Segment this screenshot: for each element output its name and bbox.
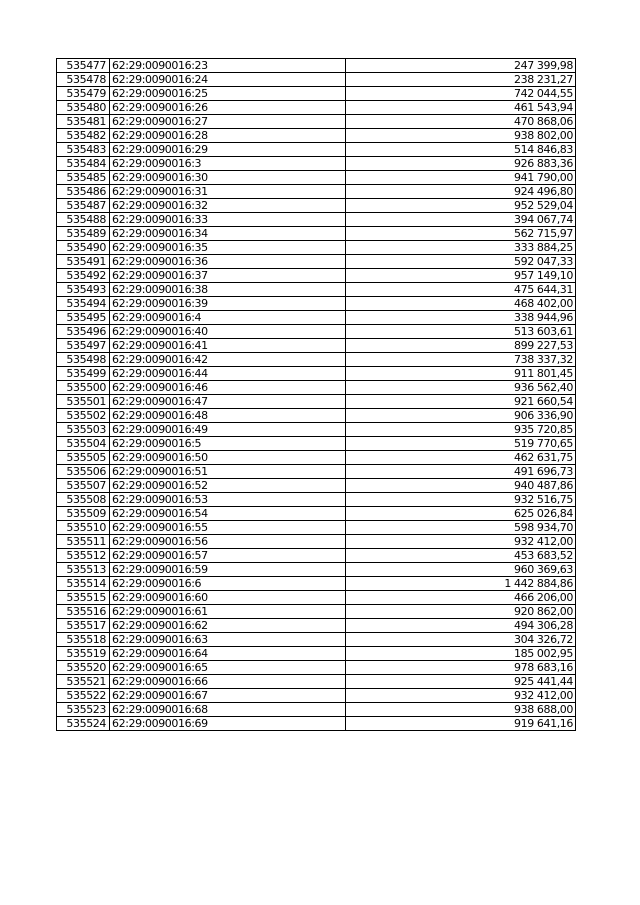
cadastral-number-cell: 62:29:0090016:47	[110, 395, 346, 409]
cadastral-number-cell: 62:29:0090016:53	[110, 493, 346, 507]
cadastral-value-cell: 932 412,00	[346, 689, 576, 703]
cadastral-value-cell: 238 231,27	[346, 73, 576, 87]
table-row	[57, 451, 576, 465]
row-number-cell: 535489	[57, 227, 110, 241]
cadastral-number-cell: 62:29:0090016:68	[110, 703, 346, 717]
cadastral-number-cell: 62:29:0090016:52	[110, 479, 346, 493]
table-row	[57, 143, 576, 157]
row-number-cell: 535509	[57, 507, 110, 521]
cadastral-number-cell: 62:29:0090016:35	[110, 241, 346, 255]
cadastral-value-cell: 491 696,73	[346, 465, 576, 479]
table-row	[57, 115, 576, 129]
row-number-cell: 535500	[57, 381, 110, 395]
table-row	[57, 507, 576, 521]
row-number-cell: 535482	[57, 129, 110, 143]
cadastral-number-cell: 62:29:0090016:40	[110, 325, 346, 339]
cadastral-number-cell: 62:29:0090016:6	[110, 577, 346, 591]
cadastral-value-cell: 932 412,00	[346, 535, 576, 549]
cadastral-value-cell: 453 683,52	[346, 549, 576, 563]
row-number-cell: 535488	[57, 213, 110, 227]
cadastral-value-cell: 738 337,32	[346, 353, 576, 367]
row-number-cell: 535498	[57, 353, 110, 367]
table-body	[57, 59, 576, 731]
cadastral-value-cell: 941 790,00	[346, 171, 576, 185]
cadastral-number-cell: 62:29:0090016:33	[110, 213, 346, 227]
cadastral-number-cell: 62:29:0090016:31	[110, 185, 346, 199]
cadastral-value-cell: 592 047,33	[346, 255, 576, 269]
row-number-cell: 535480	[57, 101, 110, 115]
row-number-cell: 535477	[57, 59, 110, 73]
cadastral-value-cell: 935 720,85	[346, 423, 576, 437]
row-number-cell: 535486	[57, 185, 110, 199]
table-row	[57, 549, 576, 563]
cadastral-number-cell: 62:29:0090016:25	[110, 87, 346, 101]
cadastral-value-cell: 925 441,44	[346, 675, 576, 689]
table-row	[57, 171, 576, 185]
table-row	[57, 283, 576, 297]
table-row	[57, 605, 576, 619]
cadastral-number-cell: 62:29:0090016:67	[110, 689, 346, 703]
row-number-cell: 535505	[57, 451, 110, 465]
cadastral-number-cell: 62:29:0090016:27	[110, 115, 346, 129]
cadastral-number-cell: 62:29:0090016:41	[110, 339, 346, 353]
cadastral-value-cell: 906 336,90	[346, 409, 576, 423]
row-number-cell: 535504	[57, 437, 110, 451]
row-number-cell: 535518	[57, 633, 110, 647]
table-row	[57, 101, 576, 115]
row-number-cell: 535508	[57, 493, 110, 507]
row-number-cell: 535523	[57, 703, 110, 717]
row-number-cell: 535497	[57, 339, 110, 353]
cadastral-value-cell: 466 206,00	[346, 591, 576, 605]
cadastral-value-cell: 247 399,98	[346, 59, 576, 73]
table-row	[57, 689, 576, 703]
cadastral-value-cell: 625 026,84	[346, 507, 576, 521]
row-number-cell: 535521	[57, 675, 110, 689]
row-number-cell: 535490	[57, 241, 110, 255]
row-number-cell: 535491	[57, 255, 110, 269]
cadastral-value-cell: 1 442 884,86	[346, 577, 576, 591]
cadastral-number-cell: 62:29:0090016:3	[110, 157, 346, 171]
row-number-cell: 535513	[57, 563, 110, 577]
cadastral-value-cell: 924 496,80	[346, 185, 576, 199]
row-number-cell: 535519	[57, 647, 110, 661]
cadastral-number-cell: 62:29:0090016:30	[110, 171, 346, 185]
table-row	[57, 199, 576, 213]
table-row	[57, 311, 576, 325]
cadastral-value-cell: 978 683,16	[346, 661, 576, 675]
cadastral-value-cell: 468 402,00	[346, 297, 576, 311]
cadastral-value-cell: 952 529,04	[346, 199, 576, 213]
table-row	[57, 479, 576, 493]
table-row	[57, 255, 576, 269]
table-row	[57, 157, 576, 171]
table-row	[57, 591, 576, 605]
cadastral-number-cell: 62:29:0090016:44	[110, 367, 346, 381]
cadastral-value-cell: 562 715,97	[346, 227, 576, 241]
cadastral-value-cell: 960 369,63	[346, 563, 576, 577]
row-number-cell: 535479	[57, 87, 110, 101]
cadastral-value-cell: 921 660,54	[346, 395, 576, 409]
table-row	[57, 717, 576, 731]
cadastral-value-cell: 514 846,83	[346, 143, 576, 157]
table-row	[57, 353, 576, 367]
cadastral-value-cell: 185 002,95	[346, 647, 576, 661]
row-number-cell: 535510	[57, 521, 110, 535]
row-number-cell: 535516	[57, 605, 110, 619]
table-row	[57, 577, 576, 591]
row-number-cell: 535484	[57, 157, 110, 171]
row-number-cell: 535506	[57, 465, 110, 479]
cadastral-number-cell: 62:29:0090016:42	[110, 353, 346, 367]
cadastral-value-cell: 462 631,75	[346, 451, 576, 465]
row-number-cell: 535487	[57, 199, 110, 213]
cadastral-value-cell: 938 802,00	[346, 129, 576, 143]
row-number-cell: 535501	[57, 395, 110, 409]
cadastral-number-cell: 62:29:0090016:39	[110, 297, 346, 311]
row-number-cell: 535507	[57, 479, 110, 493]
cadastral-number-cell: 62:29:0090016:60	[110, 591, 346, 605]
cadastral-number-cell: 62:29:0090016:63	[110, 633, 346, 647]
cadastral-value-cell: 911 801,45	[346, 367, 576, 381]
cadastral-number-cell: 62:29:0090016:32	[110, 199, 346, 213]
table-row	[57, 703, 576, 717]
cadastral-value-cell: 932 516,75	[346, 493, 576, 507]
table-row	[57, 395, 576, 409]
cadastral-number-cell: 62:29:0090016:34	[110, 227, 346, 241]
table-row	[57, 185, 576, 199]
row-number-cell: 535493	[57, 283, 110, 297]
row-number-cell: 535499	[57, 367, 110, 381]
table-row	[57, 129, 576, 143]
table-row	[57, 647, 576, 661]
cadastral-number-cell: 62:29:0090016:62	[110, 619, 346, 633]
cadastral-number-cell: 62:29:0090016:38	[110, 283, 346, 297]
cadastral-value-cell: 333 884,25	[346, 241, 576, 255]
cadastral-number-cell: 62:29:0090016:50	[110, 451, 346, 465]
row-number-cell: 535511	[57, 535, 110, 549]
cadastral-number-cell: 62:29:0090016:57	[110, 549, 346, 563]
row-number-cell: 535514	[57, 577, 110, 591]
table-row	[57, 297, 576, 311]
cadastral-number-cell: 62:29:0090016:48	[110, 409, 346, 423]
table-row	[57, 563, 576, 577]
table-row	[57, 409, 576, 423]
cadastral-value-cell: 940 487,86	[346, 479, 576, 493]
cadastral-value-cell: 919 641,16	[346, 717, 576, 731]
row-number-cell: 535495	[57, 311, 110, 325]
row-number-cell: 535485	[57, 171, 110, 185]
table-row	[57, 325, 576, 339]
table-row	[57, 661, 576, 675]
cadastral-number-cell: 62:29:0090016:28	[110, 129, 346, 143]
cadastral-value-cell: 304 326,72	[346, 633, 576, 647]
cadastral-number-cell: 62:29:0090016:69	[110, 717, 346, 731]
cadastral-value-cell: 338 944,96	[346, 311, 576, 325]
table-row	[57, 619, 576, 633]
table-row	[57, 227, 576, 241]
cadastral-number-cell: 62:29:0090016:56	[110, 535, 346, 549]
cadastral-number-cell: 62:29:0090016:64	[110, 647, 346, 661]
cadastral-value-cell: 461 543,94	[346, 101, 576, 115]
table-row	[57, 367, 576, 381]
cadastral-number-cell: 62:29:0090016:26	[110, 101, 346, 115]
cadastral-value-cell: 957 149,10	[346, 269, 576, 283]
cadastral-number-cell: 62:29:0090016:55	[110, 521, 346, 535]
cadastral-number-cell: 62:29:0090016:29	[110, 143, 346, 157]
table-row	[57, 675, 576, 689]
cadastral-number-cell: 62:29:0090016:24	[110, 73, 346, 87]
table-row	[57, 521, 576, 535]
cadastral-number-cell: 62:29:0090016:65	[110, 661, 346, 675]
cadastral-value-cell: 742 044,55	[346, 87, 576, 101]
row-number-cell: 535515	[57, 591, 110, 605]
row-number-cell: 535522	[57, 689, 110, 703]
row-number-cell: 535524	[57, 717, 110, 731]
row-number-cell: 535481	[57, 115, 110, 129]
cadastral-number-cell: 62:29:0090016:51	[110, 465, 346, 479]
table-row	[57, 465, 576, 479]
table-row	[57, 213, 576, 227]
cadastral-value-cell: 899 227,53	[346, 339, 576, 353]
table-row	[57, 535, 576, 549]
table-row	[57, 269, 576, 283]
cadastral-number-cell: 62:29:0090016:46	[110, 381, 346, 395]
table-row	[57, 339, 576, 353]
table-row	[57, 381, 576, 395]
cadastral-number-cell: 62:29:0090016:66	[110, 675, 346, 689]
cadastral-value-cell: 470 868,06	[346, 115, 576, 129]
row-number-cell: 535502	[57, 409, 110, 423]
table-row	[57, 633, 576, 647]
row-number-cell: 535483	[57, 143, 110, 157]
cadastral-value-cell: 519 770,65	[346, 437, 576, 451]
table-row	[57, 437, 576, 451]
cadastral-value-cell: 938 688,00	[346, 703, 576, 717]
row-number-cell: 535520	[57, 661, 110, 675]
cadastral-value-cell: 394 067,74	[346, 213, 576, 227]
row-number-cell: 535494	[57, 297, 110, 311]
table-row	[57, 423, 576, 437]
cadastral-number-cell: 62:29:0090016:36	[110, 255, 346, 269]
table-row	[57, 241, 576, 255]
row-number-cell: 535496	[57, 325, 110, 339]
cadastral-number-cell: 62:29:0090016:54	[110, 507, 346, 521]
table-row	[57, 73, 576, 87]
table-row	[57, 87, 576, 101]
cadastral-value-table	[56, 58, 576, 731]
cadastral-value-cell: 926 883,36	[346, 157, 576, 171]
cadastral-value-cell: 920 862,00	[346, 605, 576, 619]
cadastral-number-cell: 62:29:0090016:23	[110, 59, 346, 73]
cadastral-number-cell: 62:29:0090016:4	[110, 311, 346, 325]
row-number-cell: 535512	[57, 549, 110, 563]
cadastral-number-cell: 62:29:0090016:59	[110, 563, 346, 577]
row-number-cell: 535503	[57, 423, 110, 437]
cadastral-number-cell: 62:29:0090016:61	[110, 605, 346, 619]
cadastral-value-cell: 475 644,31	[346, 283, 576, 297]
cadastral-value-cell: 494 306,28	[346, 619, 576, 633]
row-number-cell: 535478	[57, 73, 110, 87]
table-row	[57, 59, 576, 73]
cadastral-number-cell: 62:29:0090016:37	[110, 269, 346, 283]
cadastral-number-cell: 62:29:0090016:49	[110, 423, 346, 437]
table-row	[57, 493, 576, 507]
cadastral-value-cell: 513 603,61	[346, 325, 576, 339]
row-number-cell: 535492	[57, 269, 110, 283]
row-number-cell: 535517	[57, 619, 110, 633]
cadastral-number-cell: 62:29:0090016:5	[110, 437, 346, 451]
cadastral-value-cell: 598 934,70	[346, 521, 576, 535]
cadastral-value-cell: 936 562,40	[346, 381, 576, 395]
